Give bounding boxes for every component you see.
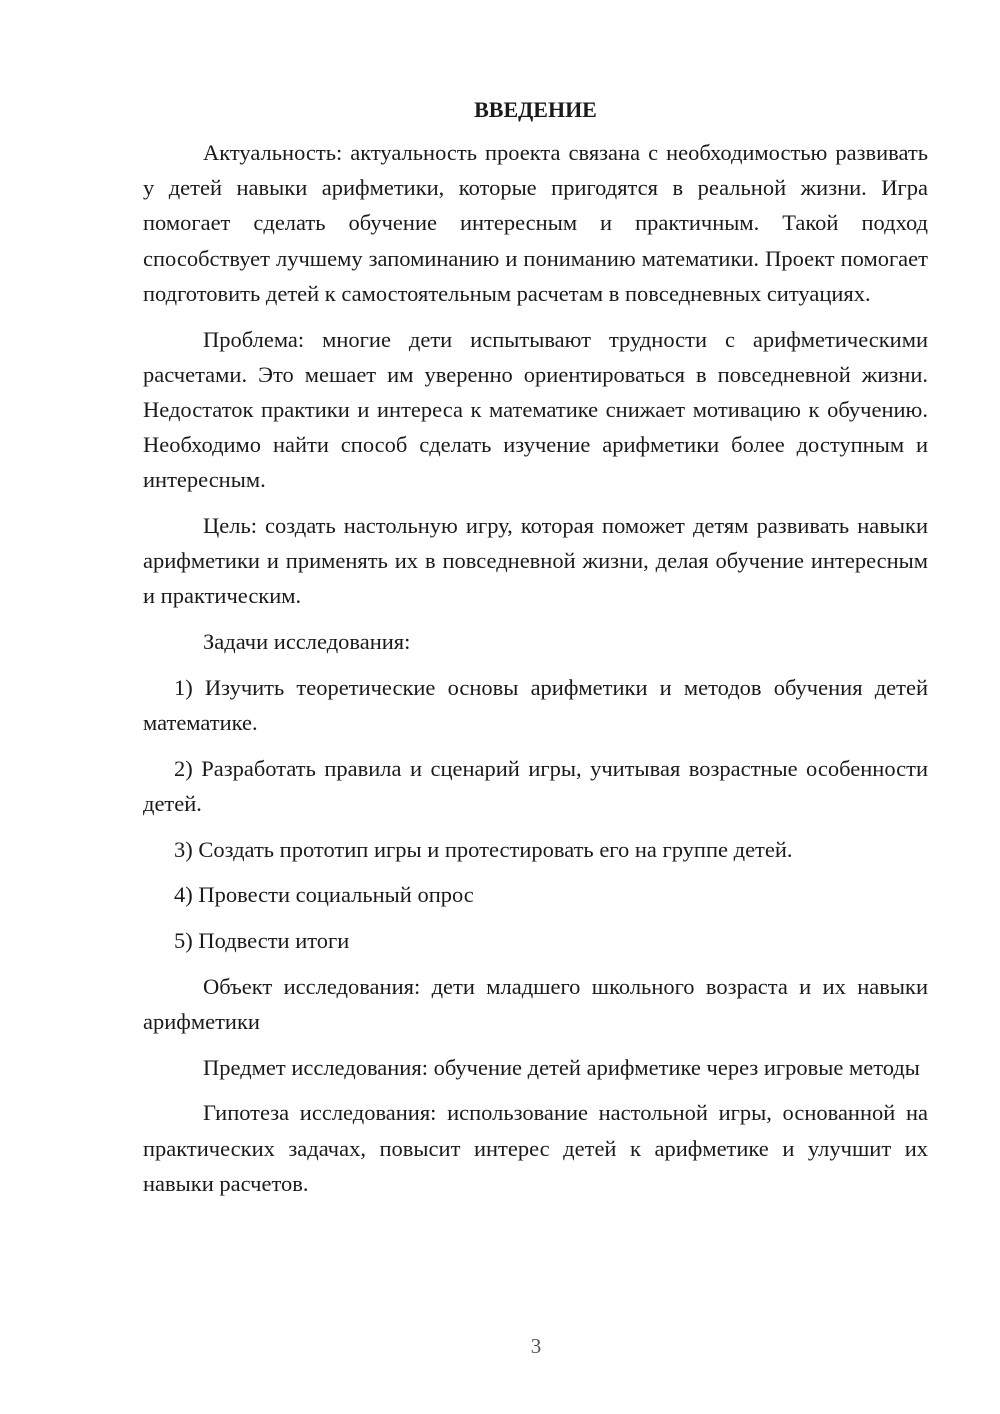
- object-paragraph: Объект исследования: дети младшего школьного возраста и их навыки арифметики: [143, 973, 928, 1034]
- hypothesis-paragraph: Гипотеза исследования: использование настольной игры, основанной на практических задачах, повысит интерес детей к арифметике и улучшит их навыки расчетов.: [143, 1100, 928, 1196]
- section-title: ВВЕДЕНИЕ: [474, 97, 597, 122]
- page-number: 3: [530, 1334, 542, 1358]
- task-item-3: 3) Создать прототип игры и протестировать его на группе детей.: [174, 836, 793, 862]
- document-page: [143, 95, 928, 1201]
- task-item-4: 4) Провести социальный опрос: [174, 882, 474, 908]
- task-item-5: 5) Подвести итоги: [174, 928, 350, 954]
- subject-paragraph: Предмет исследования: обучение детей арифметике через игровые методы: [203, 1054, 920, 1080]
- tasks-heading: Задачи исследования:: [203, 629, 411, 655]
- goal-paragraph: Цель: создать настольную игру, которая поможет детям развивать навыки арифметики и применять их в повседневной жизни, делая обучение интересным и практическим.: [143, 513, 928, 609]
- task-item-1: 1) Изучить теоретические основы арифметики и методов обучения детей математике.: [143, 674, 928, 736]
- task-item-2: 2) Разработать правила и сценарий игры, учитывая возрастные особенности детей.: [143, 755, 928, 816]
- problem-paragraph: Проблема: многие дети испытывают трудности с арифметическими расчетами. Это мешает им уверенно ориентироваться в повседневной жизни. Недостаток практики и интереса к математике снижает мотивацию к обучению. Необходимо найти способ сделать изучение арифметики более доступным и интересным.: [143, 326, 928, 493]
- relevance-paragraph: Актуальность: актуальность проекта связана с необходимостью развивать у детей навыки арифметики, которые пригодятся в реальной жизни. Игра помогает сделать обучение интересным и практичным. Такой подход способствует лучшему запоминанию и пониманию математики. Проект помогает подготовить детей к самостоятельным расчетам в повседневных ситуациях.: [143, 140, 928, 306]
